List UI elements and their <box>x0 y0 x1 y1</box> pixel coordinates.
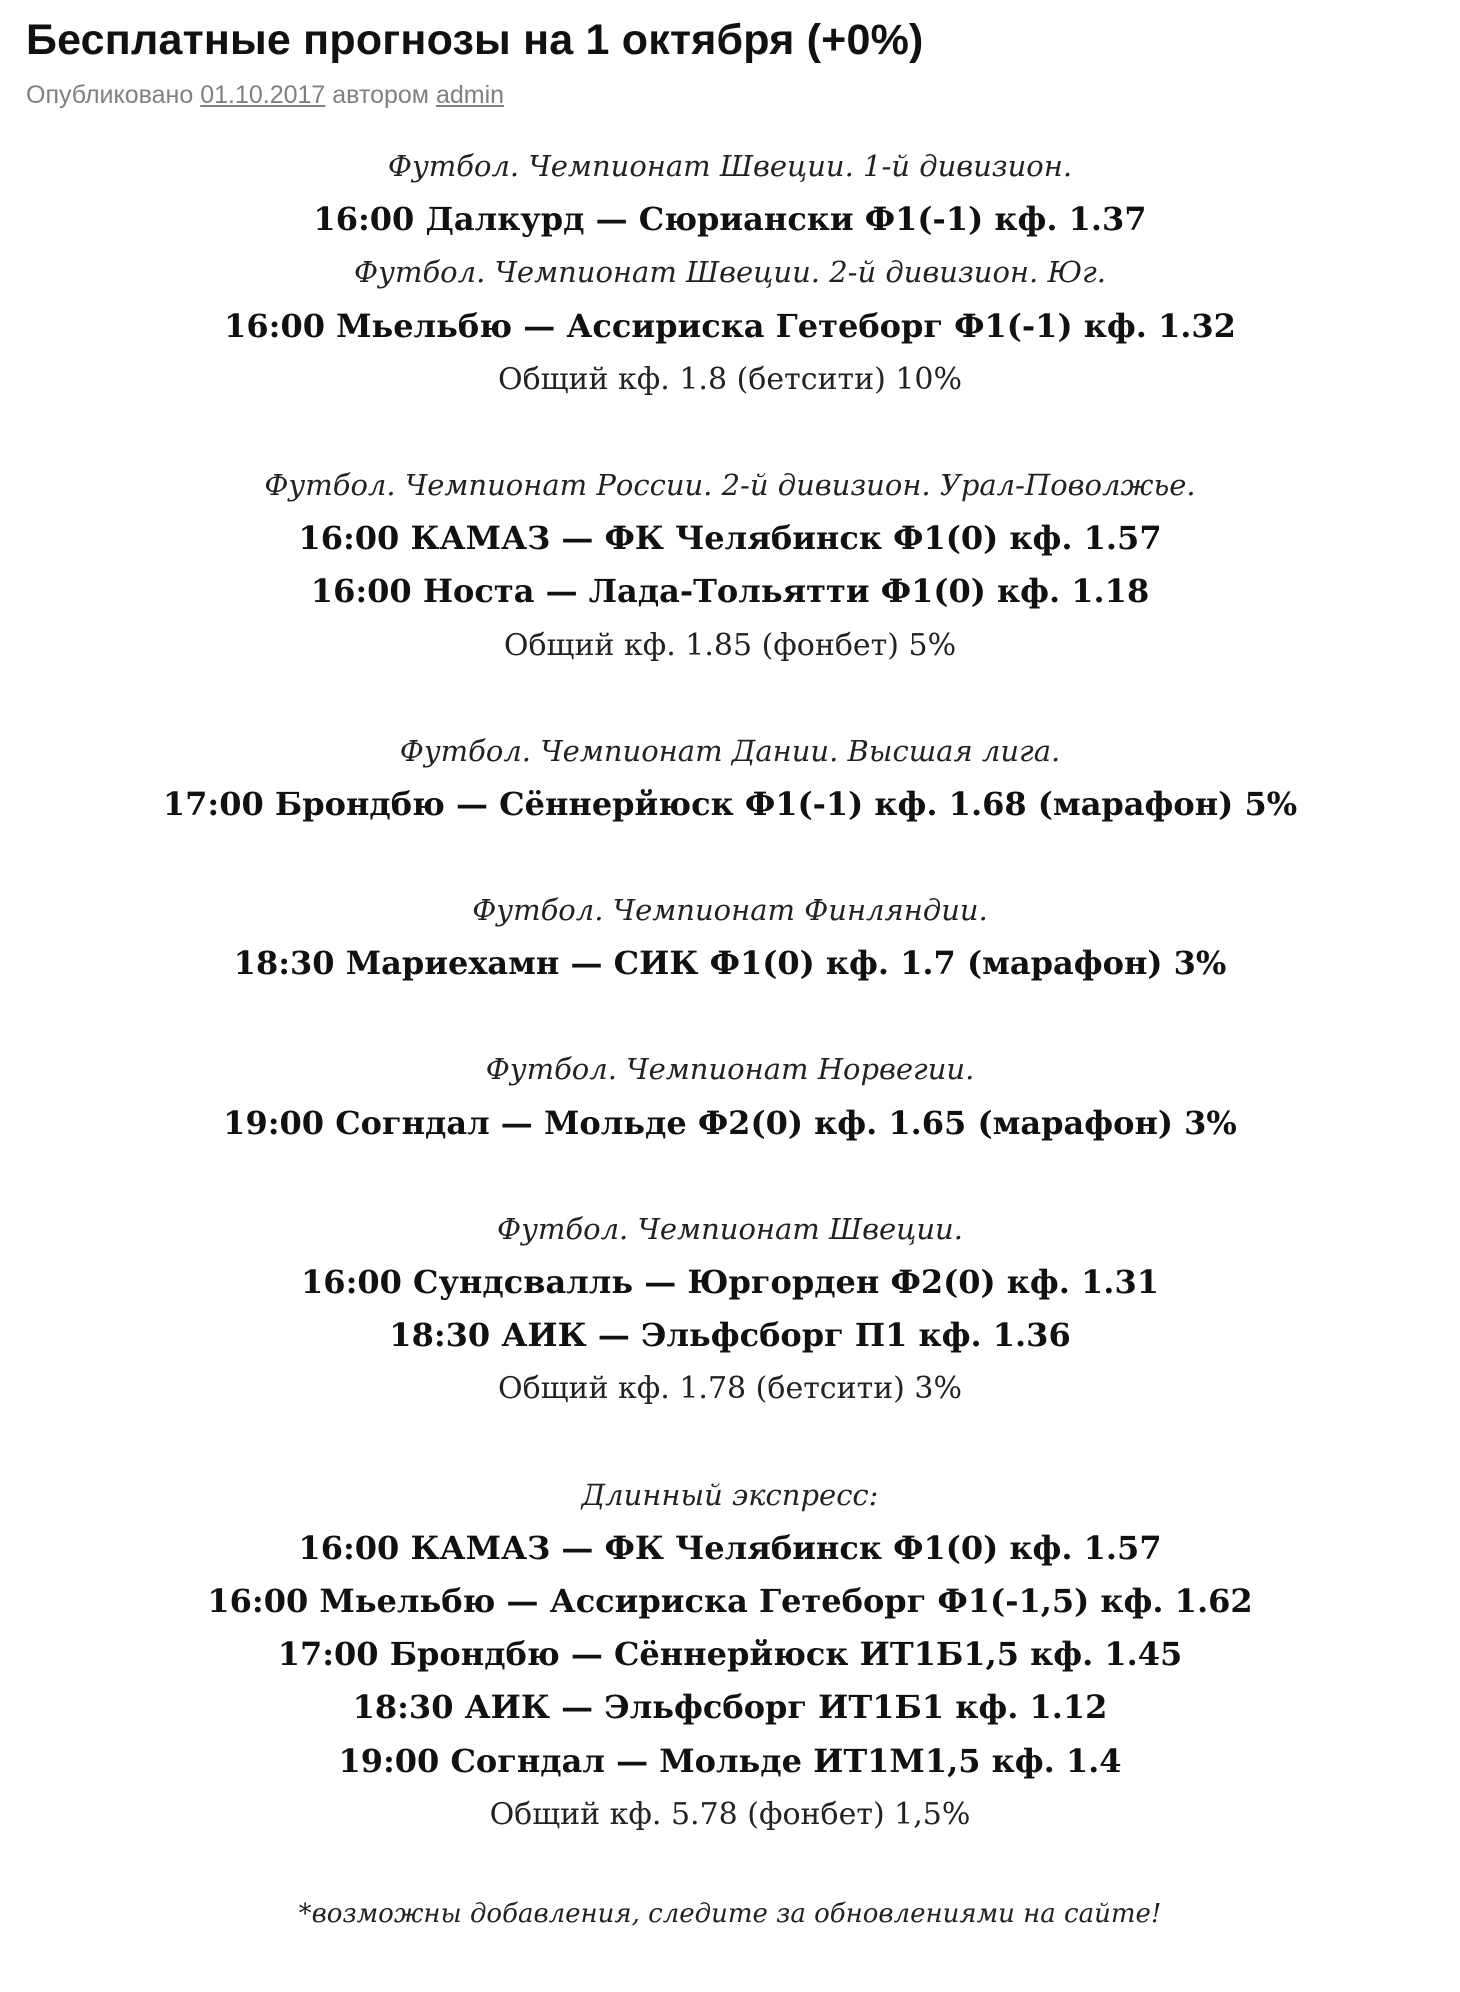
bet-line: 16:00 КАМАЗ — ФК Челябинск Ф1(0) кф. 1.57 <box>298 519 1162 558</box>
league-heading: Длинный экспресс: <box>581 1477 879 1512</box>
forecast-section <box>26 725 1434 831</box>
bet-line: 19:00 Согндал — Мольде Ф2(0) кф. 1.65 (марафон) 3% <box>223 1103 1237 1142</box>
bet-line: 16:00 Мьельбю — Ассириска Гетеборг Ф1(-1,5) кф. 1.62 <box>207 1581 1253 1620</box>
forecast-section <box>26 459 1434 672</box>
bet-line: 18:30 АИК — Эльфсборг П1 кф. 1.36 <box>389 1316 1071 1355</box>
bet-line: 18:30 Мариехамн — СИК Ф1(0) кф. 1.7 (марафон) 3% <box>233 944 1227 983</box>
bet-line: 16:00 Носта — Лада-Тольятти Ф1(0) кф. 1.18 <box>310 572 1150 611</box>
bet-line: 17:00 Брондбю — Сённерйюск ИТ1Б1,5 кф. 1.45 <box>277 1635 1183 1674</box>
bet-line: 16:00 КАМАЗ — ФК Челябинск Ф1(0) кф. 1.57 <box>298 1528 1162 1567</box>
forecast-section <box>26 1043 1434 1149</box>
footnote: *возможны добавления, следите за обновлениями на сайте! <box>298 1898 1162 1929</box>
bet-line: 16:00 Сундсвалль — Юргорден Ф2(0) кф. 1.31 <box>301 1263 1159 1301</box>
total-odds-line: Общий кф. 1.8 (бетсити) 10% <box>497 361 963 397</box>
league-heading: Футбол. Чемпионат Швеции. <box>497 1211 963 1246</box>
bet-line: 16:00 Мьельбю — Ассириска Гетеборг Ф1(-1) кф. 1.32 <box>224 306 1236 345</box>
meta-by: автором <box>332 81 429 109</box>
post-content <box>26 140 1434 1841</box>
author-link[interactable]: admin <box>435 81 505 109</box>
post-date-link[interactable]: 01.10.2017 <box>200 81 326 109</box>
forecast-section <box>26 884 1434 990</box>
league-heading: Футбол. Чемпионат Швеции. 1-й дивизион. <box>387 149 1073 183</box>
post-title: Бесплатные прогнозы на 1 октября (+0%) <box>26 16 924 64</box>
forecast-section <box>26 1469 1434 1841</box>
bet-line: 17:00 Брондбю — Сённерйюск Ф1(-1) кф. 1.68 (марафон) 5% <box>162 784 1298 823</box>
league-heading: Футбол. Чемпионат Дании. Высшая лига. <box>399 733 1061 768</box>
league-heading: Футбол. Чемпионат России. 2-й дивизион. Урал-Поволжье. <box>264 467 1196 502</box>
bet-line: 16:00 Далкурд — Сюриански Ф1(-1) кф. 1.37 <box>313 200 1147 239</box>
total-odds-line: Общий кф. 5.78 (фонбет) 1,5% <box>489 1796 971 1832</box>
league-heading: Футбол. Чемпионат Швеции. 2-й дивизион. Юг. <box>354 255 1106 290</box>
post-meta <box>26 80 1434 110</box>
meta-prefix: Опубликовано <box>26 81 194 109</box>
forecast-section <box>26 1203 1434 1416</box>
bet-line: 18:30 АИК — Эльфсборг ИТ1Б1 кф. 1.12 <box>352 1688 1108 1727</box>
total-odds-line: Общий кф. 1.78 (бетсити) 3% <box>497 1371 963 1407</box>
total-odds-line: Общий кф. 1.85 (фонбет) 5% <box>503 627 957 663</box>
forecast-section <box>26 140 1434 406</box>
league-heading: Футбол. Чемпионат Финляндии. <box>472 893 988 928</box>
league-heading: Футбол. Чемпионат Норвегии. <box>485 1052 975 1087</box>
bet-line: 19:00 Согндал — Мольде ИТ1М1,5 кф. 1.4 <box>338 1741 1122 1780</box>
